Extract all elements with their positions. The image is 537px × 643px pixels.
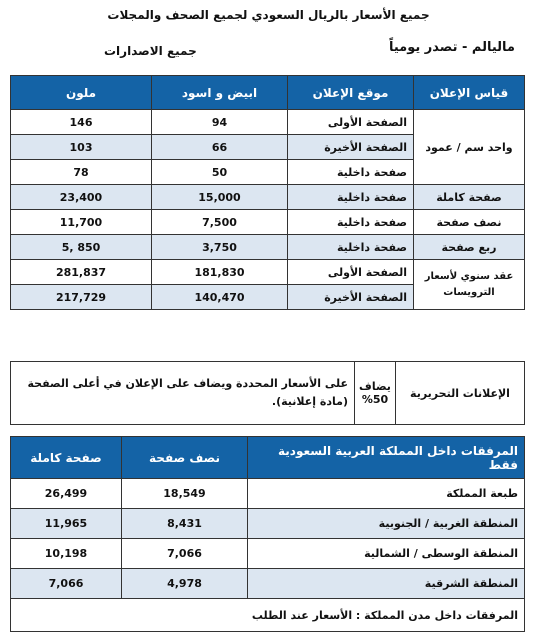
table-row bbox=[11, 569, 525, 599]
bw-cell: 94 bbox=[152, 110, 288, 135]
col-color: ملون bbox=[11, 76, 152, 110]
editorial-label: الإعلانات التحريرية bbox=[396, 362, 525, 425]
position-cell: الصفحة الأولى bbox=[288, 110, 414, 135]
bw-cell: 66 bbox=[152, 135, 288, 160]
size-cell: واحد سم / عمود bbox=[414, 110, 525, 185]
half-cell: 8,431 bbox=[122, 509, 248, 539]
col-ad-position: موقع الإعلان bbox=[288, 76, 414, 110]
full-cell: 10,198 bbox=[11, 539, 122, 569]
bw-cell: 181,830 bbox=[152, 260, 288, 285]
editorial-note: على الأسعار المحددة ويضاف على الإعلان في أعلى الصفحة (مادة إعلانية). bbox=[11, 362, 355, 425]
position-cell: الصفحة الأخيرة bbox=[288, 135, 414, 160]
table-row bbox=[11, 260, 525, 285]
full-cell: 11,965 bbox=[11, 509, 122, 539]
size-cell: نصف صفحة bbox=[414, 210, 525, 235]
table-row bbox=[11, 185, 525, 210]
color-cell: 281,837 bbox=[11, 260, 152, 285]
color-cell: 23,400 bbox=[11, 185, 152, 210]
color-cell: 103 bbox=[11, 135, 152, 160]
half-cell: 4,978 bbox=[122, 569, 248, 599]
color-cell: 11,700 bbox=[11, 210, 152, 235]
half-cell: 7,066 bbox=[122, 539, 248, 569]
half-cell: 18,549 bbox=[122, 479, 248, 509]
position-cell: الصفحة الأولى bbox=[288, 260, 414, 285]
color-cell: 217,729 bbox=[11, 285, 152, 310]
editions-label: جميع الاصدارات bbox=[104, 44, 197, 58]
page-title: جميع الأسعار بالريال السعودي لجميع الصحف والمجلات bbox=[107, 8, 430, 22]
bw-cell: 140,470 bbox=[152, 285, 288, 310]
table-row bbox=[11, 539, 525, 569]
position-cell: صفحة داخلية bbox=[288, 160, 414, 185]
col-half-page: نصف صفحة bbox=[122, 437, 248, 479]
editorial-row bbox=[11, 362, 525, 425]
position-cell: صفحة داخلية bbox=[288, 210, 414, 235]
full-cell: 26,499 bbox=[11, 479, 122, 509]
col-region: المرفقات داخل المملكة العربية السعودية فقط bbox=[248, 437, 525, 479]
color-cell: 78 bbox=[11, 160, 152, 185]
rates-header-row bbox=[11, 76, 525, 110]
size-cell: صفحة كاملة bbox=[414, 185, 525, 210]
table-row bbox=[11, 479, 525, 509]
rates-table bbox=[10, 75, 525, 310]
position-cell: صفحة داخلية bbox=[288, 185, 414, 210]
region-cell: المنطقة الوسطى / الشمالية bbox=[248, 539, 525, 569]
inserts-footer: المرفقات داخل مدن المملكة : الأسعار عند الطلب bbox=[11, 599, 525, 632]
editorial-table bbox=[10, 361, 525, 425]
region-cell: المنطقة الشرقية bbox=[248, 569, 525, 599]
bw-cell: 7,500 bbox=[152, 210, 288, 235]
col-full-page: صفحة كاملة bbox=[11, 437, 122, 479]
editorial-surcharge: يضاف 50% bbox=[355, 362, 396, 425]
position-cell: صفحة داخلية bbox=[288, 235, 414, 260]
full-cell: 7,066 bbox=[11, 569, 122, 599]
size-cell: ربع صفحة bbox=[414, 235, 525, 260]
bw-cell: 15,000 bbox=[152, 185, 288, 210]
region-cell: طبعة المملكة bbox=[248, 479, 525, 509]
bw-cell: 3,750 bbox=[152, 235, 288, 260]
inserts-header-row bbox=[11, 437, 525, 479]
table-row bbox=[11, 110, 525, 135]
table-row bbox=[11, 235, 525, 260]
col-bw: ابيض و اسود bbox=[152, 76, 288, 110]
table-row bbox=[11, 509, 525, 539]
size-cell: عقد سنوي لأسعار الترويسات bbox=[414, 260, 525, 310]
table-row bbox=[11, 210, 525, 235]
color-cell: 5, 850 bbox=[11, 235, 152, 260]
inserts-table bbox=[10, 436, 525, 632]
color-cell: 146 bbox=[11, 110, 152, 135]
col-ad-size: قياس الإعلان bbox=[414, 76, 525, 110]
bw-cell: 50 bbox=[152, 160, 288, 185]
region-cell: المنطقة الغربية / الجنوبية bbox=[248, 509, 525, 539]
inserts-footer-row bbox=[11, 599, 525, 632]
publication-name: ماليالم - تصدر يومياً bbox=[388, 40, 515, 55]
position-cell: الصفحة الأخيرة bbox=[288, 285, 414, 310]
